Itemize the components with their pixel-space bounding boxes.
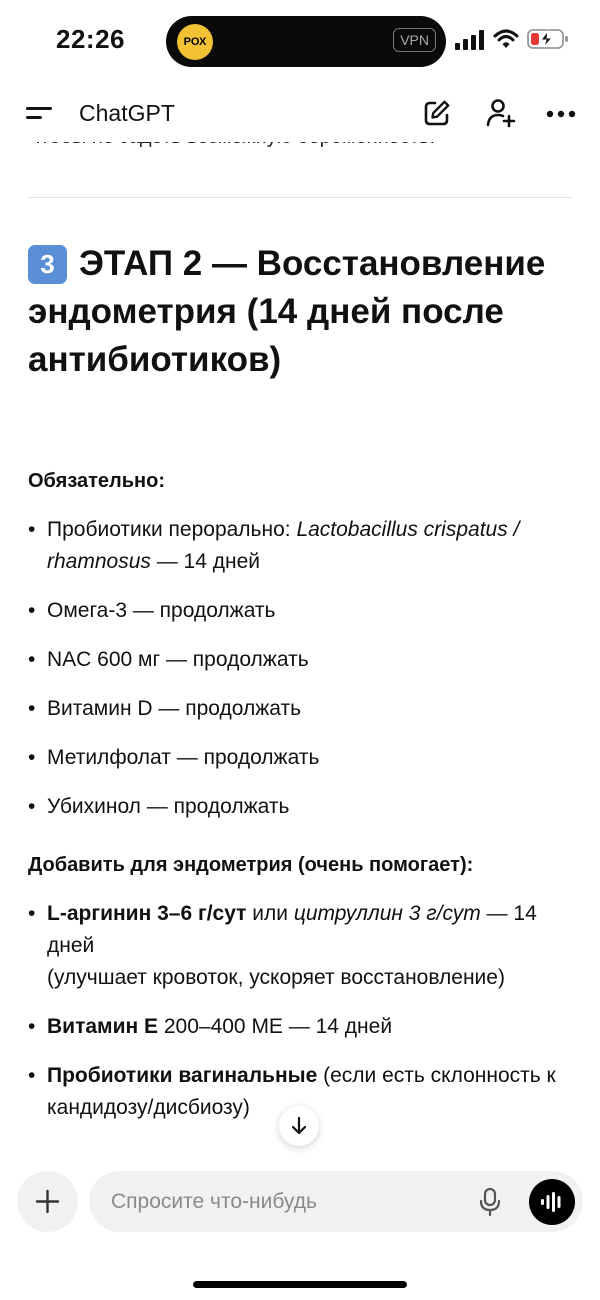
status-bar [0,0,600,84]
menu-icon[interactable] [26,102,54,124]
vpn-badge: VPN [393,28,436,52]
keycap-3-icon: 3 [28,245,67,284]
add-user-icon[interactable] [484,97,516,129]
list-item: • Омега-3 — продолжать [0,595,600,627]
stage-heading [28,240,573,384]
item-text: Пробиотики перорально: [47,518,297,541]
section-divider [28,197,572,198]
item-italic: цитруллин 3 г/сут [293,902,481,925]
scroll-to-bottom-button[interactable] [279,1106,319,1146]
plus-icon [35,1189,60,1214]
message-input-container [89,1171,583,1232]
list-item: • Витамин D — продолжать [0,693,600,725]
list-item [0,1011,600,1043]
message-content [0,142,600,1160]
list-item [0,898,600,994]
attach-button[interactable] [17,1171,78,1232]
home-indicator[interactable] [193,1281,407,1288]
item-bold: L-аргинин 3–6 г/сут [47,902,247,925]
list-item [0,514,600,578]
required-label: Обязательно: [28,470,165,492]
microphone-icon[interactable] [477,1187,503,1217]
dynamic-island [166,16,446,67]
wifi-icon [494,28,518,50]
chat-header [0,84,600,142]
item-text: или [246,902,294,925]
cellular-signal-icon [455,30,487,50]
list-item: • Убихинол — продолжать [0,791,600,823]
voice-waveform-icon [540,1190,564,1214]
required-list [0,514,600,823]
voice-mode-button[interactable] [529,1179,575,1225]
app-title: ChatGPT [79,100,175,126]
battery-icon [527,28,569,50]
item-text: (если есть склонность к кандидозу/дисбиозу) [47,1064,556,1119]
more-options-icon[interactable] [546,110,576,118]
list-item: • Метилфолат — продолжать [0,742,600,774]
list-item: • NAC 600 мг — продолжать [0,644,600,676]
item-text: 200–400 МЕ — 14 дней [158,1015,393,1038]
item-bold: Пробиотики вагинальные [47,1064,318,1087]
island-avatar: РОХ [177,24,213,60]
item-bold: Витамин Е [47,1015,159,1038]
add-list [0,898,600,1124]
status-time: 22:26 [56,24,125,54]
composer [0,1168,600,1238]
add-label: Добавить для эндометрия (очень помогает): [28,854,474,876]
arrow-down-icon [289,1116,309,1136]
item-text: — 14 дней [47,902,537,957]
item-italic: Lactobacillus crispatus / rhamnosus [47,518,520,573]
item-note: (улучшает кровоток, ускоряет восстановление) [47,966,505,989]
stage-heading-text: ЭТАП 2 — Восстановление эндометрия (14 дней после антибиотиков) [28,244,546,379]
item-text: — 14 дней [150,550,261,573]
new-chat-icon[interactable] [423,99,451,127]
message-input[interactable] [111,1179,461,1224]
